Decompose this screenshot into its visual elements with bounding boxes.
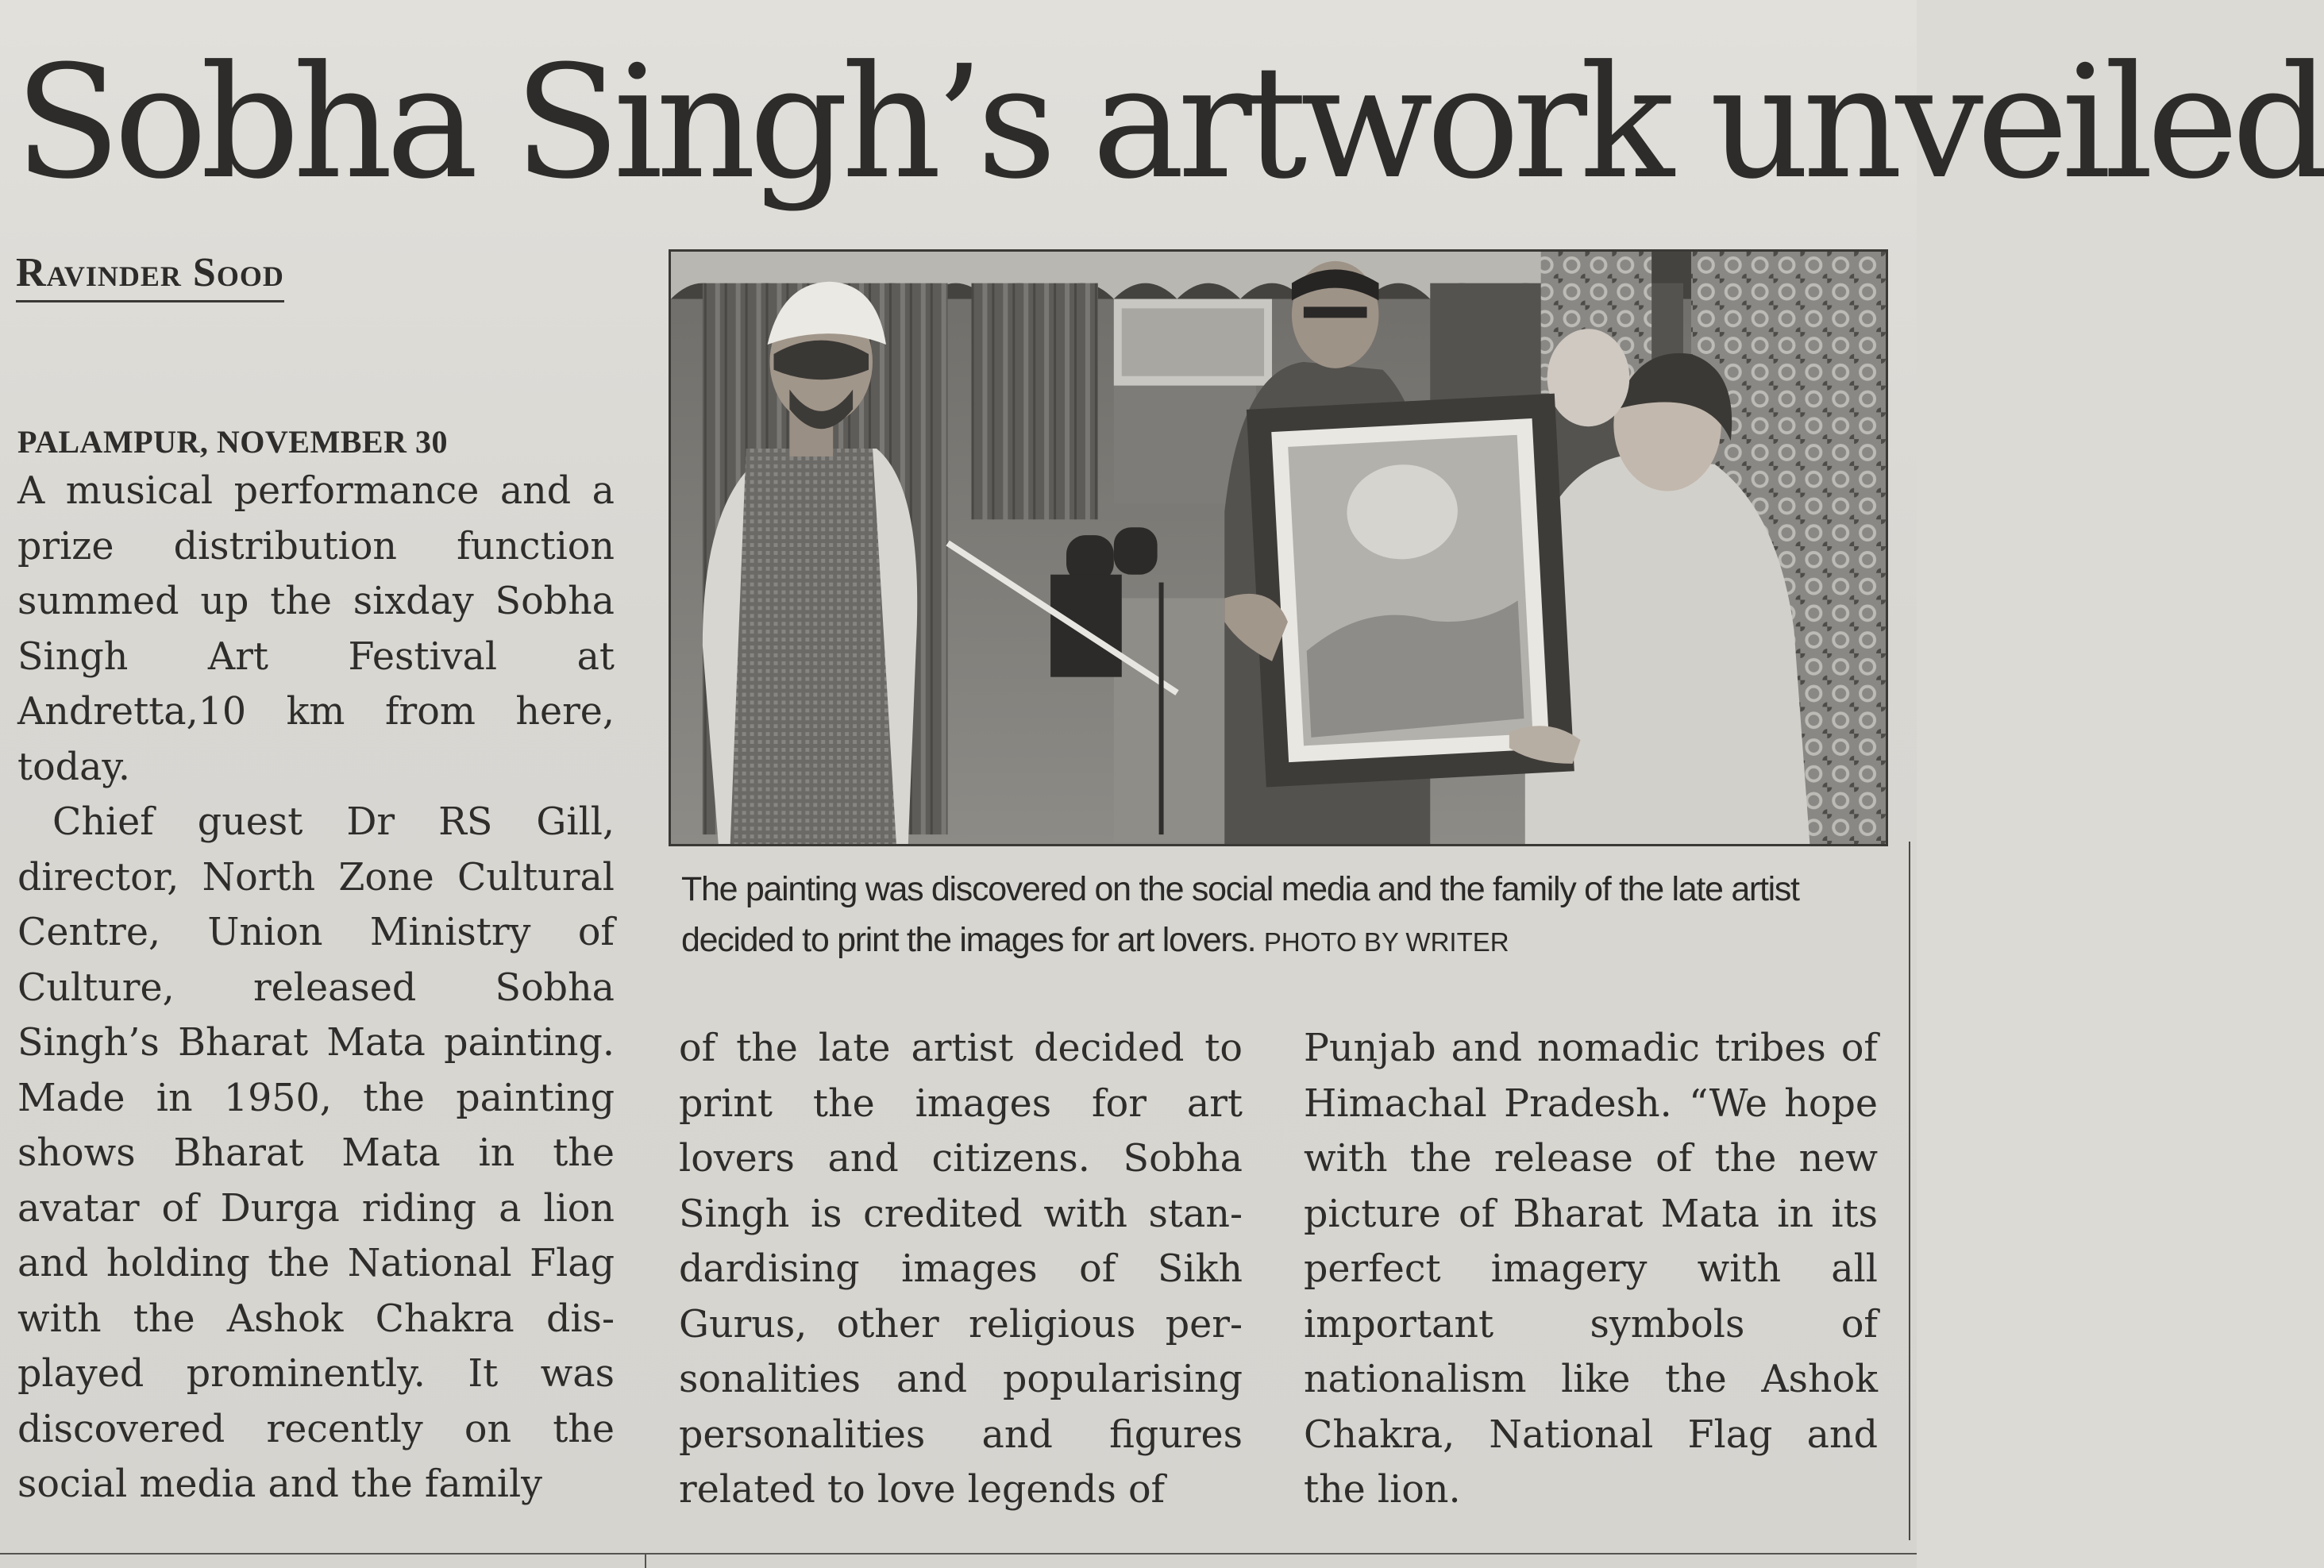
photo-caption xyxy=(681,864,1888,968)
article-column-2: of the late artist decided to print the images for art lovers and citizens. Sobha Singh is credited with standardising images of Sikh Gurus, other religious personalities and popularising personalities and figures related to love legends of xyxy=(679,1027,1243,1512)
bottom-rule-tick xyxy=(645,1553,646,1568)
article-photo xyxy=(669,249,1888,846)
byline: Ravinder Sood xyxy=(16,248,284,302)
article-column-1 xyxy=(17,419,615,1512)
caption-text: The painting was discovered on the social media and the family of the late artist decided to print the images for art lovers. xyxy=(681,870,1799,959)
article-paragraph-1: A musical performance and a prize distribution function summed up the sixday Sobha Singh Art Festival at Andretta,10 km from here, today. xyxy=(17,469,615,789)
article-paragraph-2: Chief guest Dr RS Gill, director, North Zone Cultural Centre, Union Ministry of Culture, released Sobha Singh’s Bharat Mata painting. Made in 1950, the painting shows Bharat Mata in the avatar of Durga riding a lion and holding the National Flag with the Ashok Chakra displayed prominently. It was discovered recently on the social media and the family xyxy=(17,800,615,1506)
headline: Sobha Singh’s artwork unveiled xyxy=(14,33,2324,214)
column-rule xyxy=(1909,842,1910,1540)
photo-credit: PHOTO BY WRITER xyxy=(1263,927,1509,957)
photo-illustration xyxy=(671,252,1886,844)
bottom-rule xyxy=(0,1553,1917,1555)
dateline: PALAMPUR, NOVEMBER 30 xyxy=(17,424,448,460)
article-column-3: Punjab and nomadic tribes of Himachal Pradesh. “We hope with the release of the new picture of Bharat Mata in its perfect imagery with all important symbols of nationalism like the Ashok Chakra, National Flag and the lion. xyxy=(1304,1027,1878,1512)
